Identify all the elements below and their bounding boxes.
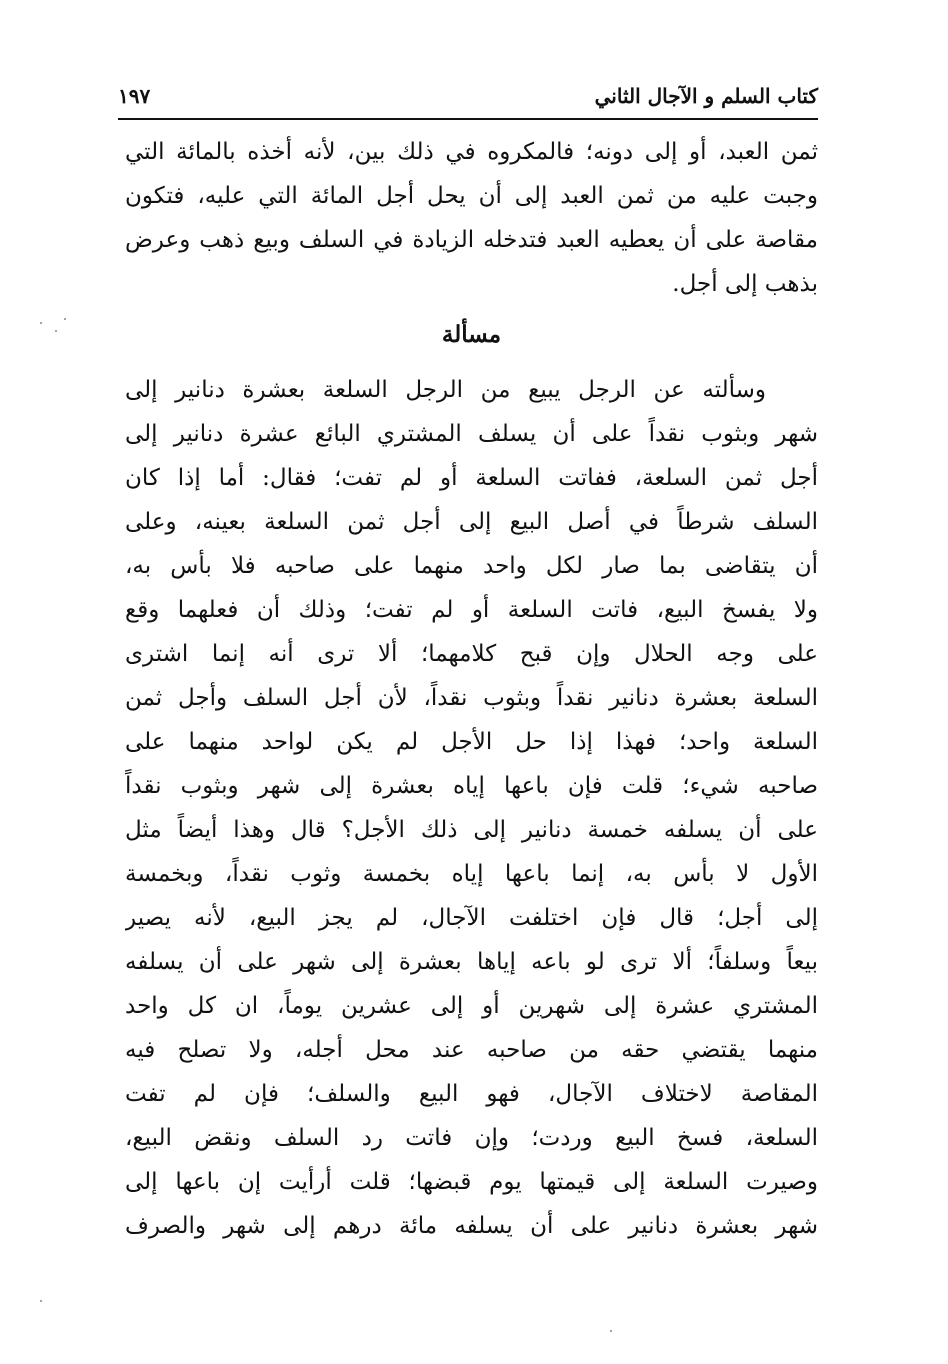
header-rule [118,118,818,120]
text-line: السلعة بعشرة دنانير نقداً وبثوب نقداً، لأن أجل السلف وأجل ثمن [125,685,818,711]
scan-speck [64,318,66,320]
page-number: ١٩٧ [118,84,151,108]
scan-speck [40,322,42,324]
body-text [125,130,818,1248]
running-title: كتاب السلم و الآجال الثاني [594,84,818,108]
text-line: على أن يسلفه خمسة دنانير إلى ذلك الأجل؟ قال وهذا أيضاً مثل [125,817,818,843]
page-header [118,84,818,118]
scan-speck [55,330,57,332]
section-heading: مسألة [441,321,502,348]
text-line: شهر بعشرة دنانير على أن يسلفه مائة درهم إلى شهر والصرف [125,1213,818,1239]
text-line: صاحبه شيء؛ قلت فإن باعها إياه بعشرة إلى شهر وبثوب نقداً [125,773,818,799]
text-line: ولا يفسخ البيع، فاتت السلعة أو لم تفت؛ وذلك أن فعلهما وقع [125,597,818,623]
scan-speck [610,1330,612,1332]
text-line: على وجه الحلال وإن قبح كلامهما؛ ألا ترى أنه إنما اشترى [125,641,818,667]
text-line: بذهب إلى أجل. [672,271,818,297]
text-line: المقاصة لاختلاف الآجال، فهو البيع والسلف؛ فإن لم تفت [125,1081,818,1107]
text-line: ثمن العبد، أو إلى دونه؛ فالمكروه في ذلك بين، لأنه أخذه بالمائة التي [125,139,818,165]
text-line: وصيرت السلعة إلى قيمتها يوم قبضها؛ قلت أرأيت إن باعها إلى [125,1169,818,1195]
text-line: الأول لا بأس به، إنما باعها إياه بخمسة وثوب نقداً، وبخمسة [125,861,818,887]
text-line: أن يتقاضى بما صار لكل واحد منهما على صاحبه فلا بأس به، [125,553,818,579]
text-line: أجل ثمن السلعة، ففاتت السلعة أو لم تفت؛ فقال: أما إذا كان [125,465,818,491]
text-line: وجبت عليه من ثمن العبد إلى أن يحل أجل المائة التي عليه، فتكون [125,183,818,209]
text-line: بيعاً وسلفاً؛ ألا ترى لو باعه إياها بعشرة إلى شهر على أن يسلفه [125,949,818,975]
text-line: إلى أجل؛ قال فإن اختلفت الآجال، لم يجز البيع، لأنه يصير [125,905,818,931]
text-line: شهر وبثوب نقداً على أن يسلف المشتري البائع عشرة دنانير إلى [125,421,818,447]
text-line: السلعة واحد؛ فهذا إذا حل الأجل لم يكن لواحد منهما على [125,729,818,755]
text-line: مقاصة على أن يعطيه العبد فتدخله الزيادة في السلف وبيع ذهب وعرض [125,227,818,253]
text-line: السلعة، فسخ البيع وردت؛ وإن فاتت رد السلف ونقض البيع، [125,1125,818,1151]
text-line: منهما يقتضي حقه من صاحبه عند محل أجله، ولا تصلح فيه [125,1037,818,1063]
text-line: السلف شرطاً في أصل البيع إلى أجل ثمن السلعة بعينه، وعلى [125,509,818,535]
text-line: المشتري عشرة إلى شهرين أو إلى عشرين يوماً، ان كل واحد [125,993,818,1019]
scan-speck [40,1300,42,1302]
text-line: وسألته عن الرجل يبيع من الرجل السلعة بعشرة دنانير إلى [125,377,766,403]
